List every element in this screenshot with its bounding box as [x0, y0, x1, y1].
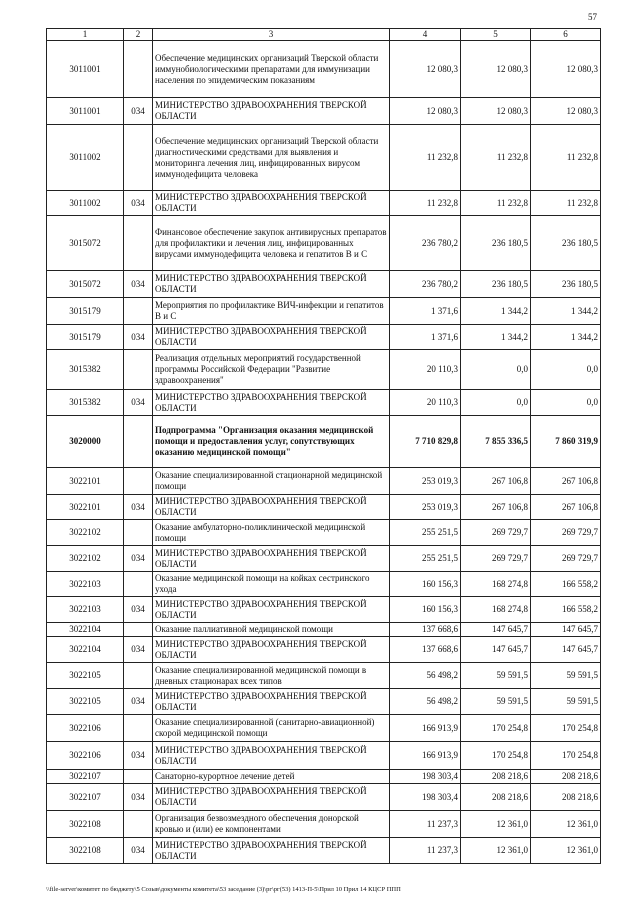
amount-cell-col5: 59 591,5: [461, 663, 531, 689]
target-code-cell: 3022103: [47, 572, 124, 597]
table-row: [47, 520, 601, 546]
header-cell: 1: [47, 29, 124, 41]
amount-cell-col6: 12 080,3: [531, 41, 601, 98]
table-row: [47, 663, 601, 689]
table-row: [47, 98, 601, 125]
department-code-cell: 034: [124, 742, 153, 770]
header-cell: 5: [461, 29, 531, 41]
table-row: [47, 468, 601, 495]
amount-cell-col6: 7 860 319,9: [531, 416, 601, 468]
target-code-cell: 3022105: [47, 663, 124, 689]
amount-cell-col5: 0,0: [461, 350, 531, 390]
table-row: [47, 216, 601, 271]
description-cell: Оказание паллиативной медицинской помощи: [153, 623, 390, 637]
amount-cell-col5: 12 361,0: [461, 811, 531, 838]
amount-cell-col4: 20 110,3: [390, 390, 461, 416]
description-cell: Оказание специализированной стационарной медицинской помощи: [153, 468, 390, 495]
header-cell: 6: [531, 29, 601, 41]
description-cell: МИНИСТЕРСТВО ЗДРАВООХРАНЕНИЯ ТВЕРСКОЙ ОБЛАСТИ: [153, 390, 390, 416]
amount-cell-col6: 269 729,7: [531, 520, 601, 546]
department-code-cell: 034: [124, 191, 153, 216]
table-row: [47, 416, 601, 468]
description-cell: Оказание амбулаторно-поликлинической медицинской помощи: [153, 520, 390, 546]
amount-cell-col6: 12 361,0: [531, 838, 601, 864]
amount-cell-col6: 208 218,6: [531, 770, 601, 784]
amount-cell-col4: 166 913,9: [390, 742, 461, 770]
department-code-cell: 034: [124, 689, 153, 715]
table-row: [47, 742, 601, 770]
department-code-cell: [124, 520, 153, 546]
target-code-cell: 3022104: [47, 637, 124, 663]
table-row: [47, 325, 601, 350]
target-code-cell: 3022108: [47, 811, 124, 838]
description-cell: Организация безвозмездного обеспечения донорской кровью и (или) ее компонентами: [153, 811, 390, 838]
target-code-cell: 3011002: [47, 191, 124, 216]
amount-cell-col6: 236 180,5: [531, 271, 601, 298]
amount-cell-col4: 12 080,3: [390, 98, 461, 125]
target-code-cell: 3022103: [47, 597, 124, 623]
target-code-cell: 3022106: [47, 715, 124, 742]
amount-cell-col4: 137 668,6: [390, 637, 461, 663]
amount-cell-col6: 0,0: [531, 390, 601, 416]
description-cell: Финансовое обеспечение закупок антивирусных препаратов для профилактики и лечения лиц, инфицированных вирусами иммунодефицита человека и гепатитов В и С: [153, 216, 390, 271]
target-code-cell: 3015179: [47, 325, 124, 350]
target-code-cell: 3011001: [47, 98, 124, 125]
amount-cell-col5: 267 106,8: [461, 495, 531, 520]
description-cell: МИНИСТЕРСТВО ЗДРАВООХРАНЕНИЯ ТВЕРСКОЙ ОБЛАСТИ: [153, 495, 390, 520]
amount-cell-col6: 269 729,7: [531, 546, 601, 572]
description-cell: Подпрограмма "Организация оказания медицинской помощи и предоставления услуг, сопутствующих оказанию медицинской помощи": [153, 416, 390, 468]
amount-cell-col6: 170 254,8: [531, 715, 601, 742]
amount-cell-col6: 0,0: [531, 350, 601, 390]
amount-cell-col4: 56 498,2: [390, 689, 461, 715]
department-code-cell: [124, 623, 153, 637]
description-cell: Реализация отдельных мероприятий государственной программы Российской Федерации "Развитие здравоохранения": [153, 350, 390, 390]
description-cell: МИНИСТЕРСТВО ЗДРАВООХРАНЕНИЯ ТВЕРСКОЙ ОБЛАСТИ: [153, 742, 390, 770]
department-code-cell: [124, 770, 153, 784]
description-cell: МИНИСТЕРСТВО ЗДРАВООХРАНЕНИЯ ТВЕРСКОЙ ОБЛАСТИ: [153, 546, 390, 572]
department-code-cell: 034: [124, 325, 153, 350]
department-code-cell: [124, 41, 153, 98]
department-code-cell: [124, 298, 153, 325]
description-cell: Оказание медицинской помощи на койках сестринского ухода: [153, 572, 390, 597]
target-code-cell: 3011002: [47, 125, 124, 191]
amount-cell-col5: 147 645,7: [461, 623, 531, 637]
target-code-cell: 3015382: [47, 390, 124, 416]
amount-cell-col5: 236 180,5: [461, 216, 531, 271]
department-code-cell: 034: [124, 546, 153, 572]
amount-cell-col6: 59 591,5: [531, 689, 601, 715]
amount-cell-col4: 7 710 829,8: [390, 416, 461, 468]
amount-cell-col5: 168 274,8: [461, 572, 531, 597]
table-row: [47, 689, 601, 715]
amount-cell-col5: 11 232,8: [461, 125, 531, 191]
amount-cell-col5: 269 729,7: [461, 546, 531, 572]
table-row: [47, 715, 601, 742]
department-code-cell: [124, 416, 153, 468]
budget-table: [46, 28, 601, 864]
department-code-cell: 034: [124, 784, 153, 811]
amount-cell-col4: 255 251,5: [390, 546, 461, 572]
target-code-cell: 3022107: [47, 770, 124, 784]
amount-cell-col5: 236 180,5: [461, 271, 531, 298]
table-row: [47, 191, 601, 216]
department-code-cell: [124, 663, 153, 689]
table-row: [47, 125, 601, 191]
amount-cell-col5: 269 729,7: [461, 520, 531, 546]
amount-cell-col5: 170 254,8: [461, 715, 531, 742]
amount-cell-col4: 253 019,3: [390, 468, 461, 495]
amount-cell-col4: 56 498,2: [390, 663, 461, 689]
amount-cell-col5: 12 361,0: [461, 838, 531, 864]
table-row: [47, 298, 601, 325]
amount-cell-col5: 0,0: [461, 390, 531, 416]
amount-cell-col6: 166 558,2: [531, 597, 601, 623]
header-cell: 2: [124, 29, 153, 41]
amount-cell-col4: 198 303,4: [390, 784, 461, 811]
amount-cell-col4: 20 110,3: [390, 350, 461, 390]
amount-cell-col6: 236 180,5: [531, 216, 601, 271]
description-cell: МИНИСТЕРСТВО ЗДРАВООХРАНЕНИЯ ТВЕРСКОЙ ОБЛАСТИ: [153, 98, 390, 125]
table-row: [47, 838, 601, 864]
amount-cell-col6: 1 344,2: [531, 325, 601, 350]
table-row: [47, 41, 601, 98]
amount-cell-col6: 11 232,8: [531, 125, 601, 191]
description-cell: МИНИСТЕРСТВО ЗДРАВООХРАНЕНИЯ ТВЕРСКОЙ ОБЛАСТИ: [153, 838, 390, 864]
target-code-cell: 3022102: [47, 520, 124, 546]
amount-cell-col4: 236 780,2: [390, 271, 461, 298]
amount-cell-col5: 208 218,6: [461, 770, 531, 784]
department-code-cell: [124, 715, 153, 742]
amount-cell-col4: 255 251,5: [390, 520, 461, 546]
amount-cell-col5: 1 344,2: [461, 298, 531, 325]
table-row: [47, 271, 601, 298]
amount-cell-col4: 198 303,4: [390, 770, 461, 784]
amount-cell-col6: 166 558,2: [531, 572, 601, 597]
department-code-cell: 034: [124, 838, 153, 864]
department-code-cell: 034: [124, 390, 153, 416]
table-row: [47, 350, 601, 390]
target-code-cell: 3022102: [47, 546, 124, 572]
table-row: [47, 597, 601, 623]
target-code-cell: 3022104: [47, 623, 124, 637]
department-code-cell: [124, 125, 153, 191]
description-cell: МИНИСТЕРСТВО ЗДРАВООХРАНЕНИЯ ТВЕРСКОЙ ОБЛАСТИ: [153, 191, 390, 216]
description-cell: МИНИСТЕРСТВО ЗДРАВООХРАНЕНИЯ ТВЕРСКОЙ ОБЛАСТИ: [153, 784, 390, 811]
amount-cell-col6: 147 645,7: [531, 637, 601, 663]
amount-cell-col5: 59 591,5: [461, 689, 531, 715]
table-row: [47, 546, 601, 572]
description-cell: МИНИСТЕРСТВО ЗДРАВООХРАНЕНИЯ ТВЕРСКОЙ ОБЛАСТИ: [153, 271, 390, 298]
description-cell: МИНИСТЕРСТВО ЗДРАВООХРАНЕНИЯ ТВЕРСКОЙ ОБЛАСТИ: [153, 597, 390, 623]
table-row: [47, 637, 601, 663]
amount-cell-col6: 267 106,8: [531, 495, 601, 520]
amount-cell-col4: 137 668,6: [390, 623, 461, 637]
target-code-cell: 3015179: [47, 298, 124, 325]
amount-cell-col6: 170 254,8: [531, 742, 601, 770]
amount-cell-col5: 168 274,8: [461, 597, 531, 623]
target-code-cell: 3022105: [47, 689, 124, 715]
table-row: [47, 495, 601, 520]
department-code-cell: 034: [124, 637, 153, 663]
department-code-cell: 034: [124, 98, 153, 125]
amount-cell-col5: 267 106,8: [461, 468, 531, 495]
description-cell: Оказание специализированной медицинской помощи в дневных стационарах всех типов: [153, 663, 390, 689]
amount-cell-col6: 267 106,8: [531, 468, 601, 495]
amount-cell-col4: 11 237,3: [390, 838, 461, 864]
amount-cell-col4: 236 780,2: [390, 216, 461, 271]
target-code-cell: 3022106: [47, 742, 124, 770]
target-code-cell: 3022108: [47, 838, 124, 864]
amount-cell-col4: 1 371,6: [390, 325, 461, 350]
amount-cell-col6: 147 645,7: [531, 623, 601, 637]
table-row: [47, 770, 601, 784]
target-code-cell: 3022101: [47, 468, 124, 495]
table-row: [47, 572, 601, 597]
target-code-cell: 3020000: [47, 416, 124, 468]
target-code-cell: 3011001: [47, 41, 124, 98]
amount-cell-col4: 11 237,3: [390, 811, 461, 838]
header-cell: 4: [390, 29, 461, 41]
department-code-cell: [124, 216, 153, 271]
header-cell: 3: [153, 29, 390, 41]
table-row: [47, 390, 601, 416]
department-code-cell: [124, 468, 153, 495]
target-code-cell: 3015382: [47, 350, 124, 390]
description-cell: Санаторно-курортное лечение детей: [153, 770, 390, 784]
amount-cell-col4: 11 232,8: [390, 191, 461, 216]
amount-cell-col5: 147 645,7: [461, 637, 531, 663]
amount-cell-col6: 12 361,0: [531, 811, 601, 838]
department-code-cell: 034: [124, 271, 153, 298]
amount-cell-col5: 12 080,3: [461, 98, 531, 125]
department-code-cell: 034: [124, 495, 153, 520]
target-code-cell: 3015072: [47, 216, 124, 271]
description-cell: МИНИСТЕРСТВО ЗДРАВООХРАНЕНИЯ ТВЕРСКОЙ ОБЛАСТИ: [153, 325, 390, 350]
amount-cell-col5: 11 232,8: [461, 191, 531, 216]
page-number: 57: [588, 12, 597, 22]
amount-cell-col6: 1 344,2: [531, 298, 601, 325]
amount-cell-col6: 59 591,5: [531, 663, 601, 689]
description-cell: Мероприятия по профилактике ВИЧ-инфекции и гепатитов В и С: [153, 298, 390, 325]
amount-cell-col5: 1 344,2: [461, 325, 531, 350]
amount-cell-col4: 11 232,8: [390, 125, 461, 191]
department-code-cell: [124, 811, 153, 838]
department-code-cell: 034: [124, 597, 153, 623]
amount-cell-col5: 12 080,3: [461, 41, 531, 98]
amount-cell-col6: 11 232,8: [531, 191, 601, 216]
table-row: [47, 811, 601, 838]
amount-cell-col4: 253 019,3: [390, 495, 461, 520]
department-code-cell: [124, 572, 153, 597]
amount-cell-col4: 166 913,9: [390, 715, 461, 742]
description-cell: МИНИСТЕРСТВО ЗДРАВООХРАНЕНИЯ ТВЕРСКОЙ ОБЛАСТИ: [153, 689, 390, 715]
target-code-cell: 3022101: [47, 495, 124, 520]
amount-cell-col4: 160 156,3: [390, 597, 461, 623]
target-code-cell: 3015072: [47, 271, 124, 298]
description-cell: Оказание специализированной (санитарно-авиационной) скорой медицинской помощи: [153, 715, 390, 742]
amount-cell-col6: 12 080,3: [531, 98, 601, 125]
description-cell: Обеспечение медицинских организаций Тверской области диагностическими средствами для выявления и мониторинга лечения лиц, инфицированных вирусом иммунодефицита человека: [153, 125, 390, 191]
amount-cell-col5: 170 254,8: [461, 742, 531, 770]
amount-cell-col6: 208 218,6: [531, 784, 601, 811]
department-code-cell: [124, 350, 153, 390]
amount-cell-col4: 160 156,3: [390, 572, 461, 597]
description-cell: Обеспечение медицинских организаций Тверской области иммунобиологическими препаратами для иммунизации населения по эпидемическим показаниям: [153, 41, 390, 98]
table-row: [47, 784, 601, 811]
description-cell: МИНИСТЕРСТВО ЗДРАВООХРАНЕНИЯ ТВЕРСКОЙ ОБЛАСТИ: [153, 637, 390, 663]
target-code-cell: 3022107: [47, 784, 124, 811]
table-row: [47, 623, 601, 637]
amount-cell-col5: 208 218,6: [461, 784, 531, 811]
amount-cell-col4: 1 371,6: [390, 298, 461, 325]
table-header-row: [47, 29, 601, 41]
amount-cell-col5: 7 855 336,5: [461, 416, 531, 468]
file-path-footer: \\file-server\комитет по бюджету\5 Созыв\документы комитета\53 заседание (3)\рг\рг(53) 1413-П-5\Прил 10 Прил 14 КЦСР ППП: [46, 886, 401, 893]
amount-cell-col4: 12 080,3: [390, 41, 461, 98]
